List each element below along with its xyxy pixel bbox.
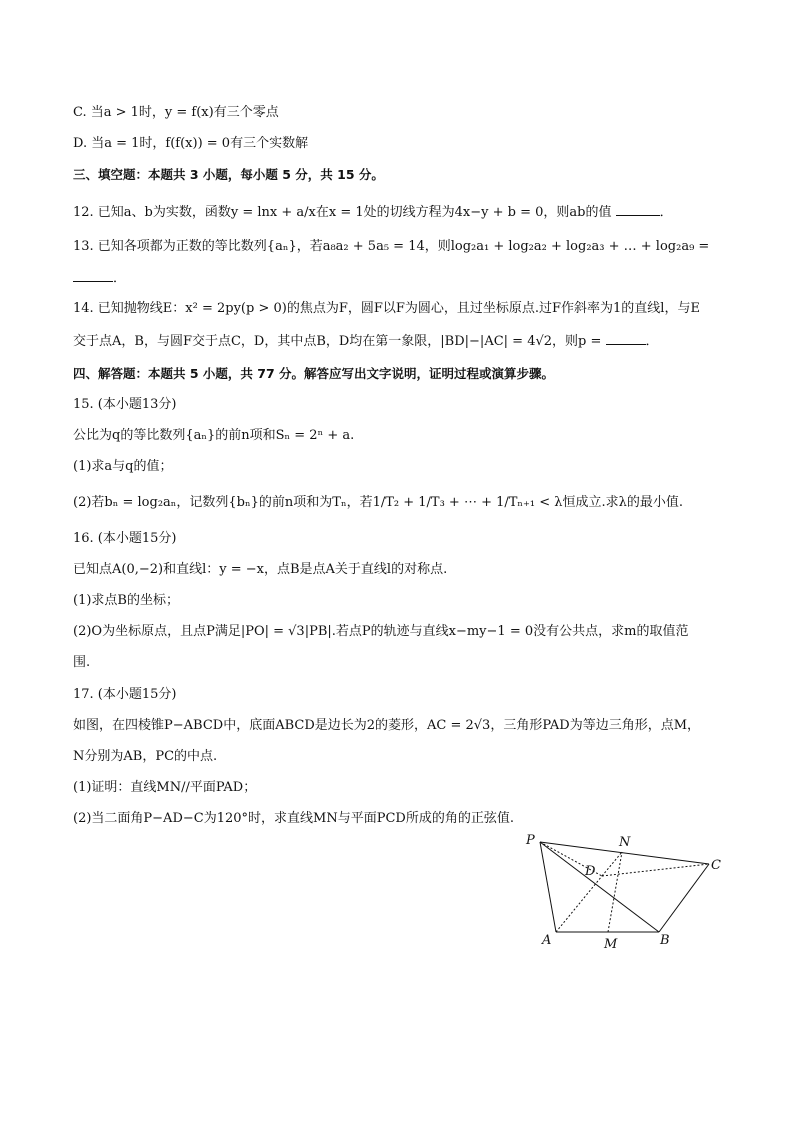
edge-BC <box>659 864 709 932</box>
question-14-line1: 14. 已知抛物线E：x² = 2py(p > 0)的焦点为F，圆F以F为圆心，且过坐标原点.过F作斜率为1的直线l，与E <box>73 301 700 316</box>
question-12 <box>73 202 673 222</box>
question-17-part2: (2)当二面角P−AD−C为120°时，求直线MN与平面PCD所成的角的正弦值. <box>73 811 514 826</box>
label-P: P <box>526 833 535 848</box>
question-16-stem: 已知点A(0,−2)和直线l：y = −x，点B是点A关于直线l的对称点. <box>73 562 448 577</box>
segment-MN <box>608 852 622 932</box>
question-15-part2: (2)若bₙ = log₂aₙ，记数列{bₙ}的前n项和为Tₙ，若1/T₂ + 1/T₃ + ⋯ + 1/Tₙ₊₁ < λ恒成立.求λ的最小值. <box>73 495 684 510</box>
question-16-part2-line2: 围. <box>73 655 91 670</box>
question-17-part1: (1)证明：直线MN//平面PAD； <box>73 780 257 795</box>
label-M: M <box>604 937 618 952</box>
question-14-line2 <box>73 331 659 351</box>
pyramid-figure <box>522 828 732 958</box>
option-c: C. 当a > 1时，y = f(x)有三个零点 <box>73 105 279 120</box>
question-17-stem-line1: 如图，在四棱锥P−ABCD中，底面ABCD是边长为2的菱形，AC = 2√3，三角形PAD为等边三角形，点M， <box>73 718 701 733</box>
question-15-title: 15. (本小题13分) <box>73 397 177 412</box>
period-14: ． <box>645 334 659 349</box>
answer-blank-13 <box>73 268 113 282</box>
question-15-part1: (1)求a与q的值； <box>73 459 173 474</box>
label-D: D <box>585 864 596 879</box>
section-3-heading: 三、填空题：本题共 3 小题，每小题 5 分，共 15 分。 <box>73 167 384 182</box>
section-4-heading: 四、解答题：本题共 5 小题，共 77 分。解答应写出文字说明，证明过程或演算步骤。 <box>73 366 555 381</box>
period-12: ． <box>659 205 673 220</box>
edge-AD <box>556 876 602 932</box>
segment-DN <box>602 852 622 876</box>
question-15-stem: 公比为q的等比数列{aₙ}的前n项和Sₙ = 2ⁿ + a. <box>73 428 355 443</box>
question-14-text: 交于点A，B，与圆F交于点C，D，其中点B，D均在第一象限，|BD|−|AC| = 4√2，则p = <box>73 334 602 349</box>
option-d: D. 当a = 1时，f(f(x)) = 0有三个实数解 <box>73 136 309 151</box>
label-N: N <box>619 835 631 850</box>
answer-blank-14 <box>606 331 646 345</box>
period-13: ． <box>113 271 127 286</box>
question-12-text: 12. 已知a、b为实数，函数y = lnx + a/x在x = 1处的切线方程为4x−y + b = 0，则ab的值 <box>73 205 612 220</box>
question-13: 13. 已知各项都为正数的等比数列{aₙ}，若a₈a₂ + 5a₅ = 14，则log₂a₁ + log₂a₂ + log₂a₃ + … + log₂a₉ = <box>73 239 710 254</box>
question-16-part1: (1)求点B的坐标； <box>73 593 179 608</box>
answer-blank-12 <box>616 202 660 216</box>
question-16-part2-line1: (2)O为坐标原点，且点P满足|PO| = √3|PB|.若点P的轨迹与直线x−my−1 = 0没有公共点，求m的取值范 <box>73 624 689 639</box>
question-16-title: 16. (本小题15分) <box>73 531 177 546</box>
question-13-blank-line <box>73 268 126 288</box>
label-C: C <box>711 858 721 873</box>
question-17-stem-line2: N分别为AB，PC的中点. <box>73 749 218 764</box>
label-B: B <box>660 933 670 948</box>
label-A: A <box>542 933 552 948</box>
edge-DC <box>602 864 709 876</box>
edge-PA <box>540 842 556 932</box>
question-17-title: 17. (本小题15分) <box>73 687 177 702</box>
